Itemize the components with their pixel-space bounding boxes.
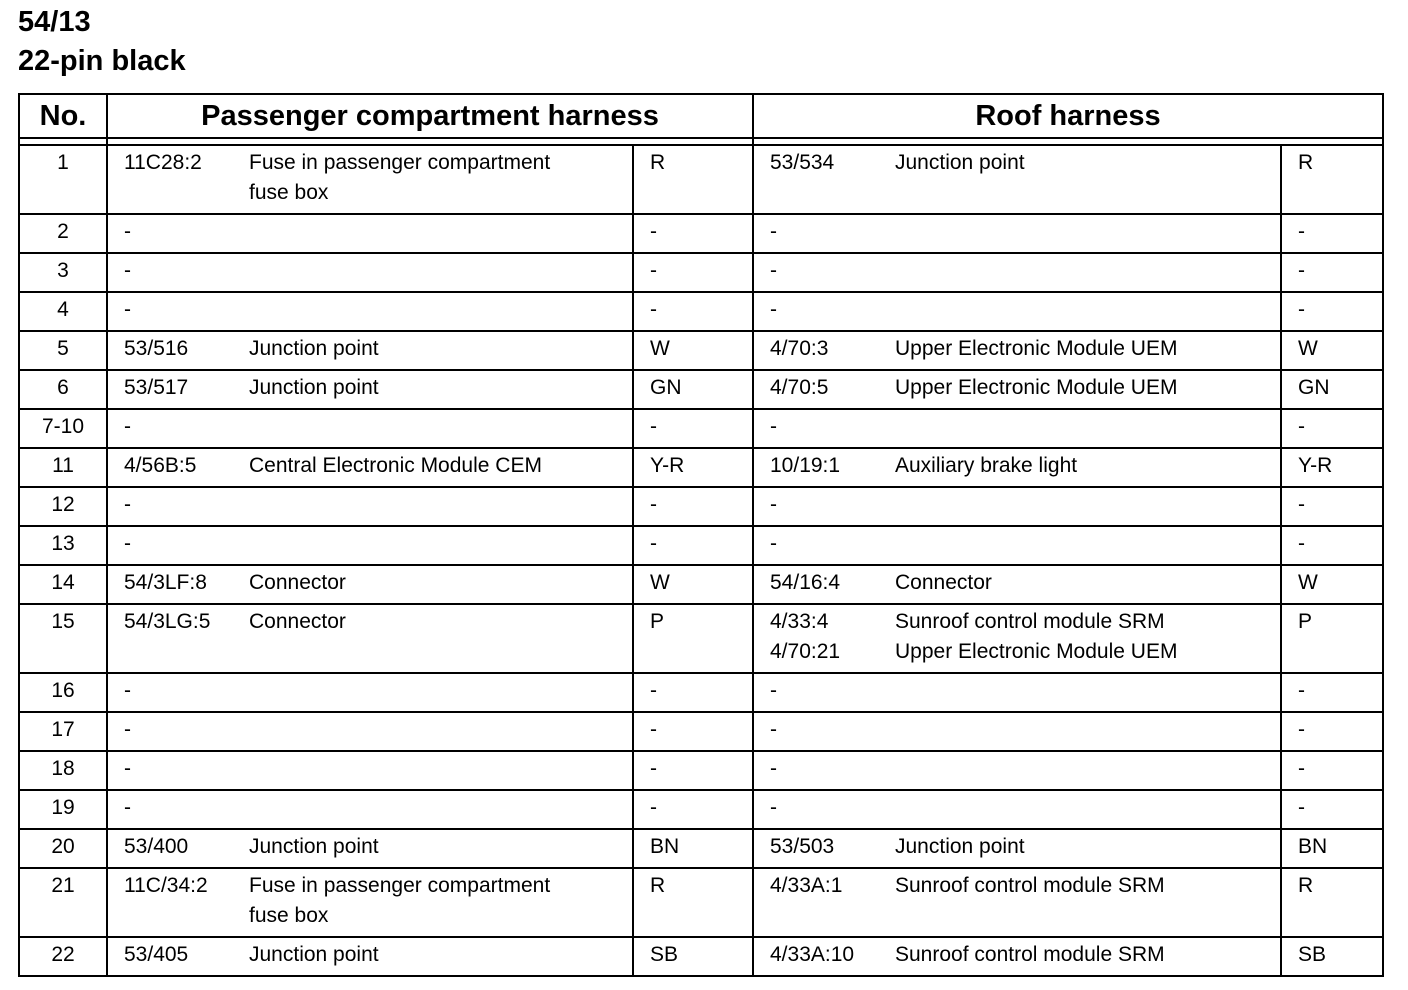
pin-number-text: 18 [51,757,75,780]
pin-number-text: 11 [52,454,74,477]
passenger-description [249,145,633,214]
roof-description-text: Sunroof control module SRM [895,874,1165,897]
roof-wire-color [1281,565,1383,604]
passenger-code [107,790,249,829]
roof-description [895,253,1281,292]
passenger-wire-color-text: - [650,493,657,516]
table-row [19,526,1383,565]
table-row [19,829,1383,868]
roof-wire-color-text: W [1298,571,1318,594]
pin-number-text: 13 [51,532,75,555]
header-no: No. [19,94,107,138]
roof-wire-color-text: W [1298,337,1318,360]
pin-number [19,370,107,409]
table-row [19,145,1383,214]
roof-wire-color [1281,292,1383,331]
passenger-code-text: - [124,415,131,438]
passenger-description [249,409,633,448]
pin-number [19,829,107,868]
pin-number [19,526,107,565]
roof-description [895,331,1281,370]
roof-description [895,829,1281,868]
roof-wire-color [1281,790,1383,829]
roof-wire-color [1281,448,1383,487]
passenger-code-text: 53/516 [124,337,189,360]
roof-code-text: 4/33A:1 [770,874,843,897]
roof-wire-color [1281,604,1383,673]
pin-number-text: 6 [57,376,69,399]
passenger-code-text: - [124,718,131,741]
passenger-description [249,214,633,253]
roof-code-text: - [770,757,777,780]
roof-wire-color-text: - [1298,493,1305,516]
pin-number-text: 21 [51,874,75,897]
passenger-code-text: 54/3LG:5 [124,610,211,633]
passenger-wire-color [633,604,753,673]
roof-code-text: - [770,493,777,516]
passenger-code-text: - [124,796,131,819]
passenger-code-text: 53/400 [124,835,189,858]
roof-wire-color-text: - [1298,415,1305,438]
roof-code [753,790,895,829]
table-row [19,673,1383,712]
passenger-description [249,751,633,790]
passenger-code [107,712,249,751]
roof-code-text: - [770,259,777,282]
roof-description-text: Connector [895,571,992,594]
passenger-code [107,214,249,253]
roof-code-text: 4/70:21 [770,640,841,663]
passenger-wire-color-text: R [650,151,666,174]
pin-number [19,565,107,604]
roof-code-text: - [770,220,777,243]
pin-number-text: 20 [51,835,75,858]
passenger-code-text: 53/517 [124,376,189,399]
pin-number [19,751,107,790]
pin-number-text: 4 [57,298,69,321]
pin-number [19,673,107,712]
passenger-wire-color-text: W [650,337,670,360]
passenger-code-text: 11C/34:2 [124,874,208,897]
roof-code-text: - [770,298,777,321]
roof-wire-color-text: - [1298,532,1305,555]
passenger-description-text: Junction point [249,943,379,966]
roof-code-text: 10/19:1 [770,454,841,477]
passenger-wire-color [633,145,753,214]
passenger-description [249,526,633,565]
passenger-code [107,448,249,487]
passenger-wire-color [633,370,753,409]
passenger-wire-color [633,487,753,526]
table-row [19,214,1383,253]
passenger-description [249,448,633,487]
roof-code [753,487,895,526]
passenger-wire-color [633,937,753,976]
table-row [19,370,1383,409]
pin-number [19,604,107,673]
passenger-description [249,868,633,937]
table-row [19,448,1383,487]
roof-wire-color [1281,253,1383,292]
passenger-wire-color [633,868,753,937]
roof-wire-color [1281,868,1383,937]
roof-code-text: 4/33:4 [770,610,829,633]
header-roof-harness: Roof harness [753,94,1383,138]
passenger-wire-color-text: - [650,259,657,282]
roof-code-text: 54/16:4 [770,571,841,594]
pin-number [19,331,107,370]
table-row [19,292,1383,331]
passenger-wire-color [633,292,753,331]
passenger-wire-color-text: BN [650,835,680,858]
roof-code [753,829,895,868]
table-row [19,604,1383,673]
pin-number [19,487,107,526]
pin-number [19,145,107,214]
passenger-code [107,292,249,331]
roof-wire-color [1281,331,1383,370]
passenger-wire-color [633,829,753,868]
passenger-code-text: 53/405 [124,943,189,966]
pin-number-text: 5 [57,337,69,360]
roof-code-text: - [770,718,777,741]
passenger-wire-color-text: Y-R [650,454,685,477]
passenger-wire-color [633,253,753,292]
pin-number [19,253,107,292]
roof-wire-color-text: R [1298,151,1314,174]
passenger-wire-color-text: P [650,610,665,633]
pin-number [19,409,107,448]
passenger-description-text: Connector [249,610,346,633]
roof-code-text: 4/70:5 [770,376,829,399]
roof-description [895,526,1281,565]
pin-number [19,937,107,976]
pin-number-text: 7-10 [41,415,85,438]
passenger-description-text: Junction point [249,376,379,399]
connector-id-title: 54/13 [18,6,91,38]
passenger-description [249,370,633,409]
roof-description-text: Upper Electronic Module UEM [895,376,1178,399]
passenger-description-text: Fuse in passenger compartment [249,874,551,897]
header-separator [19,138,1383,145]
passenger-description-text: Junction point [249,835,379,858]
roof-code-text: 53/503 [770,835,835,858]
passenger-code-text: 54/3LF:8 [124,571,207,594]
table-row [19,253,1383,292]
connector-description: 22-pin black [18,45,186,77]
roof-wire-color-text: Y-R [1298,454,1333,477]
passenger-wire-color [633,409,753,448]
passenger-code-text: - [124,493,131,516]
table-row [19,751,1383,790]
pin-number-text: 2 [57,220,69,243]
roof-description [895,145,1281,214]
table-row [19,409,1383,448]
roof-code-text: - [770,415,777,438]
roof-code-text: 53/534 [770,151,835,174]
roof-code [753,673,895,712]
roof-code [753,937,895,976]
table-row [19,937,1383,976]
passenger-wire-color [633,214,753,253]
roof-code-text: - [770,532,777,555]
table-row [19,868,1383,937]
passenger-code [107,565,249,604]
roof-wire-color-text: - [1298,679,1305,702]
roof-description [895,448,1281,487]
passenger-wire-color-text: GN [650,376,682,399]
roof-wire-color [1281,526,1383,565]
passenger-wire-color-text: SB [650,943,679,966]
pin-number [19,868,107,937]
roof-description-text: Sunroof control module SRM [895,610,1165,633]
roof-code [753,214,895,253]
passenger-wire-color [633,526,753,565]
pin-assignment-table [18,93,1384,977]
pin-number-text: 1 [57,151,69,174]
roof-wire-color [1281,937,1383,976]
roof-description [895,214,1281,253]
roof-description-text: Auxiliary brake light [895,454,1078,477]
passenger-wire-color [633,331,753,370]
passenger-code [107,751,249,790]
passenger-code [107,604,249,673]
pin-number-text: 16 [51,679,75,702]
roof-description [895,868,1281,937]
roof-description-text: Upper Electronic Module UEM [895,640,1178,663]
passenger-wire-color-text: W [650,571,670,594]
roof-description [895,712,1281,751]
passenger-code-text: 11C28:2 [124,151,202,174]
roof-code [753,331,895,370]
pin-number-text: 19 [51,796,75,819]
roof-code [753,370,895,409]
passenger-code [107,673,249,712]
passenger-code [107,487,249,526]
roof-code [753,448,895,487]
passenger-wire-color [633,751,753,790]
roof-description [895,292,1281,331]
roof-code [753,565,895,604]
table-row [19,565,1383,604]
roof-wire-color-text: - [1298,298,1305,321]
passenger-code [107,937,249,976]
roof-wire-color-text: P [1298,610,1313,633]
passenger-code-text: - [124,298,131,321]
passenger-wire-color-text: - [650,718,657,741]
roof-description [895,409,1281,448]
roof-wire-color [1281,409,1383,448]
roof-description [895,673,1281,712]
roof-description-text: Sunroof control module SRM [895,943,1165,966]
roof-description-text: Junction point [895,151,1025,174]
passenger-wire-color-text: - [650,796,657,819]
pin-number [19,790,107,829]
passenger-code [107,409,249,448]
roof-code [753,751,895,790]
roof-code [753,868,895,937]
passenger-description-text: Junction point [249,337,379,360]
pin-number-text: 14 [51,571,75,594]
passenger-code-text: - [124,220,131,243]
roof-wire-color-text: - [1298,718,1305,741]
roof-wire-color-text: SB [1298,943,1327,966]
roof-wire-color-text: BN [1298,835,1328,858]
passenger-description-text: Connector [249,571,346,594]
table-header-row [19,94,1383,138]
roof-code-text: 4/70:3 [770,337,829,360]
roof-code [753,712,895,751]
passenger-description [249,790,633,829]
passenger-wire-color-text: R [650,874,666,897]
passenger-code-text: - [124,532,131,555]
roof-wire-color-text: R [1298,874,1314,897]
passenger-description-text: fuse box [249,181,329,204]
pin-number-text: 22 [51,943,75,966]
roof-description [895,370,1281,409]
pin-number-text: 3 [57,259,69,282]
roof-description [895,487,1281,526]
passenger-code-text: - [124,757,131,780]
passenger-description [249,565,633,604]
passenger-description [249,487,633,526]
passenger-wire-color [633,673,753,712]
roof-wire-color-text: - [1298,757,1305,780]
roof-wire-color [1281,673,1383,712]
roof-wire-color [1281,829,1383,868]
passenger-code [107,370,249,409]
passenger-code [107,868,249,937]
passenger-description [249,673,633,712]
passenger-description [249,331,633,370]
passenger-code [107,145,249,214]
roof-wire-color [1281,214,1383,253]
passenger-wire-color-text: - [650,757,657,780]
passenger-code-text: - [124,679,131,702]
roof-code [753,526,895,565]
roof-wire-color-text: - [1298,259,1305,282]
roof-description-text: Junction point [895,835,1025,858]
passenger-wire-color-text: - [650,679,657,702]
passenger-code [107,331,249,370]
roof-wire-color-text: - [1298,796,1305,819]
roof-code [753,409,895,448]
passenger-code [107,526,249,565]
passenger-wire-color-text: - [650,220,657,243]
passenger-description [249,292,633,331]
passenger-description-text: fuse box [249,904,329,927]
table-row [19,487,1383,526]
roof-code-text: - [770,679,777,702]
passenger-wire-color [633,565,753,604]
roof-description [895,937,1281,976]
roof-description [895,604,1281,673]
pin-number-text: 15 [51,610,75,633]
passenger-code-text: - [124,259,131,282]
passenger-description-text: Central Electronic Module CEM [249,454,542,477]
passenger-description [249,937,633,976]
passenger-wire-color-text: - [650,298,657,321]
passenger-description [249,829,633,868]
passenger-code [107,829,249,868]
pin-number [19,448,107,487]
roof-description-text: Upper Electronic Module UEM [895,337,1178,360]
passenger-description-text: Fuse in passenger compartment [249,151,551,174]
roof-description [895,790,1281,829]
passenger-wire-color [633,790,753,829]
pin-number-text: 12 [51,493,75,516]
roof-code-text: 4/33A:10 [770,943,855,966]
roof-wire-color-text: - [1298,220,1305,243]
passenger-code-text: 4/56B:5 [124,454,197,477]
roof-description [895,565,1281,604]
pin-number [19,214,107,253]
table-row [19,331,1383,370]
roof-description [895,751,1281,790]
roof-wire-color [1281,370,1383,409]
roof-wire-color [1281,145,1383,214]
passenger-wire-color [633,712,753,751]
table-row [19,712,1383,751]
roof-code [753,604,895,673]
pin-number [19,712,107,751]
pin-number [19,292,107,331]
roof-wire-color [1281,751,1383,790]
pin-number-text: 17 [51,718,75,741]
passenger-wire-color-text: - [650,415,657,438]
roof-wire-color-text: GN [1298,376,1330,399]
roof-code [753,253,895,292]
roof-wire-color [1281,712,1383,751]
roof-wire-color [1281,487,1383,526]
passenger-code [107,253,249,292]
table-row [19,790,1383,829]
passenger-description [249,712,633,751]
passenger-wire-color-text: - [650,532,657,555]
roof-code [753,292,895,331]
passenger-wire-color [633,448,753,487]
roof-code [753,145,895,214]
passenger-description [249,253,633,292]
header-passenger-harness: Passenger compartment harness [107,94,753,138]
passenger-description [249,604,633,673]
roof-code-text: - [770,796,777,819]
